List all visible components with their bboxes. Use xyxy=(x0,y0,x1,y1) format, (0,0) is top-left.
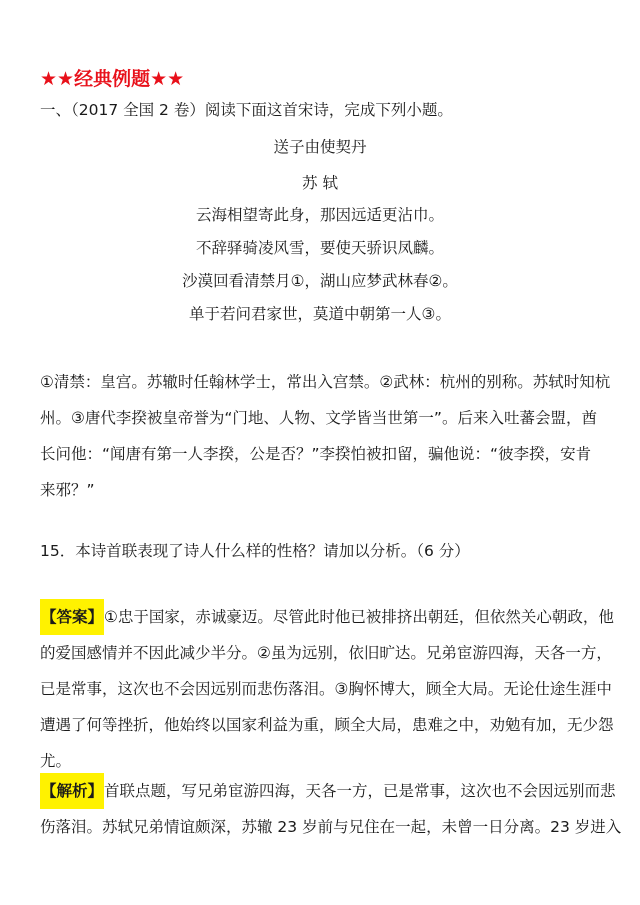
poem-title: 送子由使契丹 xyxy=(273,138,367,156)
answer-text: ①忠于国家，赤诚豪迈。尽管此时他已被排挤出朝廷，但依然关心朝政，他 xyxy=(104,608,614,626)
poem-author: 苏 轼 xyxy=(302,174,338,192)
poem-line: 不辞驿骑凌风雪，要使天骄识凤麟。 xyxy=(195,239,444,257)
poem-line: 云海相望寄此身，那因远适更沾巾。 xyxy=(195,206,444,224)
section-heading: ★★经典例题★★ xyxy=(40,68,185,90)
answer-line: 已是常事，这次也不会因远别而悲伤落泪。③胸怀博大，顾全大局。无论仕途生涯中 xyxy=(40,680,612,698)
analysis-text: 首联点题，写兄弟宦游四海，天各一方，已是常事，这次也不会因远别而悲 xyxy=(104,782,616,800)
analysis-line xyxy=(40,773,616,809)
poem-line: 沙漠回看清禁月①，湖山应梦武林春②。 xyxy=(182,272,458,290)
answer-line: 遭遇了何等挫折，他始终以国家利益为重，顾全大局，患难之中，劝勉有加，无少怨 xyxy=(40,716,614,734)
question-intro: 一、（2017 全国 2 卷）阅读下面这首宋诗，完成下列小题。 xyxy=(40,101,453,119)
note-line: 长问他：“闻唐有第一人李揆，公是否？”李揆怕被扣留，骗他说：“彼李揆，安肯 xyxy=(40,445,592,463)
answer-line: 尤。 xyxy=(40,752,72,770)
analysis-block xyxy=(40,773,622,845)
answer-block xyxy=(40,599,614,779)
answer-line: 的爱国感情并不因此减少半分。②虽为远别，依旧旷达。兄弟宦游四海，天各一方， xyxy=(40,644,612,662)
answer-line xyxy=(40,599,614,635)
annotation-notes xyxy=(40,364,610,508)
note-line: 州。③唐代李揆被皇帝誉为“门地、人物、文学皆当世第一”。后来入吐蕃会盟，酋 xyxy=(40,409,597,427)
analysis-line: 伤落泪。苏轼兄弟情谊颇深，苏辙 23 岁前与兄住在一起，未曾一日分离。23 岁进入 xyxy=(40,818,622,836)
question-15: 15．本诗首联表现了诗人什么样的性格？请加以分析。（6 分） xyxy=(40,542,470,560)
note-line: ①清禁：皇宫。苏辙时任翰林学士，常出入宫禁。②武林：杭州的别称。苏轼时知杭 xyxy=(40,373,611,391)
note-line: 来邪？” xyxy=(40,481,95,499)
answer-tag: 【答案】 xyxy=(40,599,104,635)
poem-line: 单于若问君家世，莫道中朝第一人③。 xyxy=(189,305,451,323)
analysis-tag: 【解析】 xyxy=(40,773,104,809)
